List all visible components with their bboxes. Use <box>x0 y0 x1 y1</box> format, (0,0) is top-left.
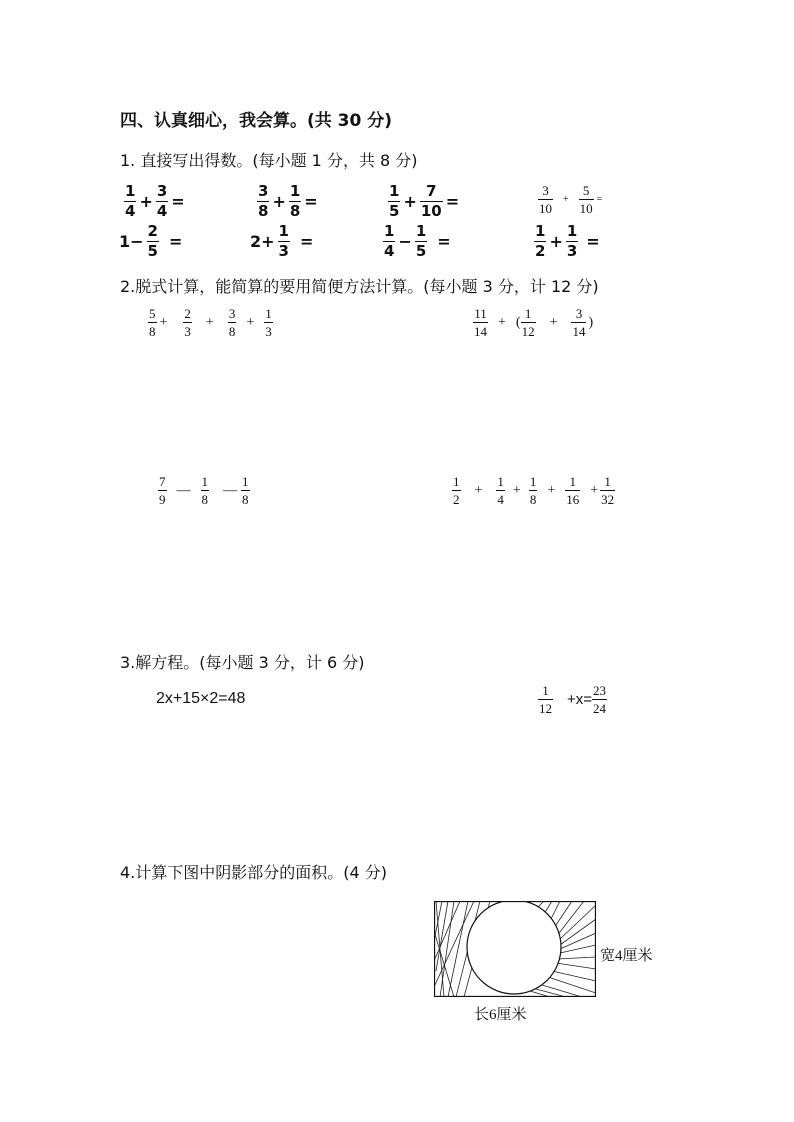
q1-problem-6: 2+ $\frac{1}{3}$ = <box>250 222 314 260</box>
fraction: $\frac{1}{4}$ <box>125 182 136 220</box>
q2-expression-1: $\frac{5}{8}$ + $\frac{2}{3}$ + $\frac{3}{8}$ + $\frac{1}{3}$ <box>149 306 272 339</box>
section-title: 四、认真细心，我会算。(共 30 分) <box>120 111 393 131</box>
q3-equation-1: 2x+15×2=48 <box>156 690 246 707</box>
length-label: 长6厘米 <box>474 1007 527 1023</box>
q1-problem-4: $\frac{3}{10}$ + $\frac{5}{10}$ = <box>539 183 603 216</box>
q2-title: 2.脱式计算，能简算的要用简便方法计算。(每小题 3 分，计 12 分) <box>120 277 599 296</box>
q3-title: 3.解方程。(每小题 3 分，计 6 分) <box>120 653 365 672</box>
q1-problem-3: $\frac{1}{5}$ + $\frac{7}{10}$ = <box>389 182 460 220</box>
q1-problem-2: $\frac{3}{8}$ + $\frac{1}{8}$ = <box>258 182 318 220</box>
shaded-area-diagram <box>434 901 596 997</box>
q1-problem-7: $\frac{1}{4}$ − $\frac{1}{5}$ = <box>384 222 451 260</box>
q1-problem-8: $\frac{1}{2}$ + $\frac{1}{3}$ = <box>535 222 600 260</box>
q2-expression-2: $\frac{11}{14}$ + ( $\frac{1}{12}$ + $\frac{3}{14}$ ) <box>474 306 594 339</box>
q1-title: 1. 直接写出得数。(每小题 1 分，共 8 分) <box>120 151 418 170</box>
rectangle-outline <box>435 902 596 997</box>
q4-title: 4.计算下图中阴影部分的面积。(4 分) <box>120 863 388 882</box>
q2-expression-3: $\frac{7}{9}$ — $\frac{1}{8}$ — $\frac{1}{8}$ <box>159 474 249 507</box>
width-label: 宽4厘米 <box>600 948 653 964</box>
q3-equation-2: $\frac{1}{12}$ +x= $\frac{23}{24}$ <box>539 683 607 716</box>
shading-hatch <box>434 901 596 997</box>
q2-expression-4: $\frac{1}{2}$ + $\frac{1}{4}$ + $\frac{1}{8}$ + $\frac{1}{16}$ + $\frac{1}{32}$ <box>453 474 615 507</box>
circle-outline <box>467 901 561 994</box>
fraction: $\frac{3}{4}$ <box>156 182 168 220</box>
q1-problem-5: 1− $\frac{2}{5}$ = <box>119 222 183 260</box>
q1-problem-1: $\frac{1}{4}$ + $\frac{3}{4}$ = <box>125 182 185 220</box>
